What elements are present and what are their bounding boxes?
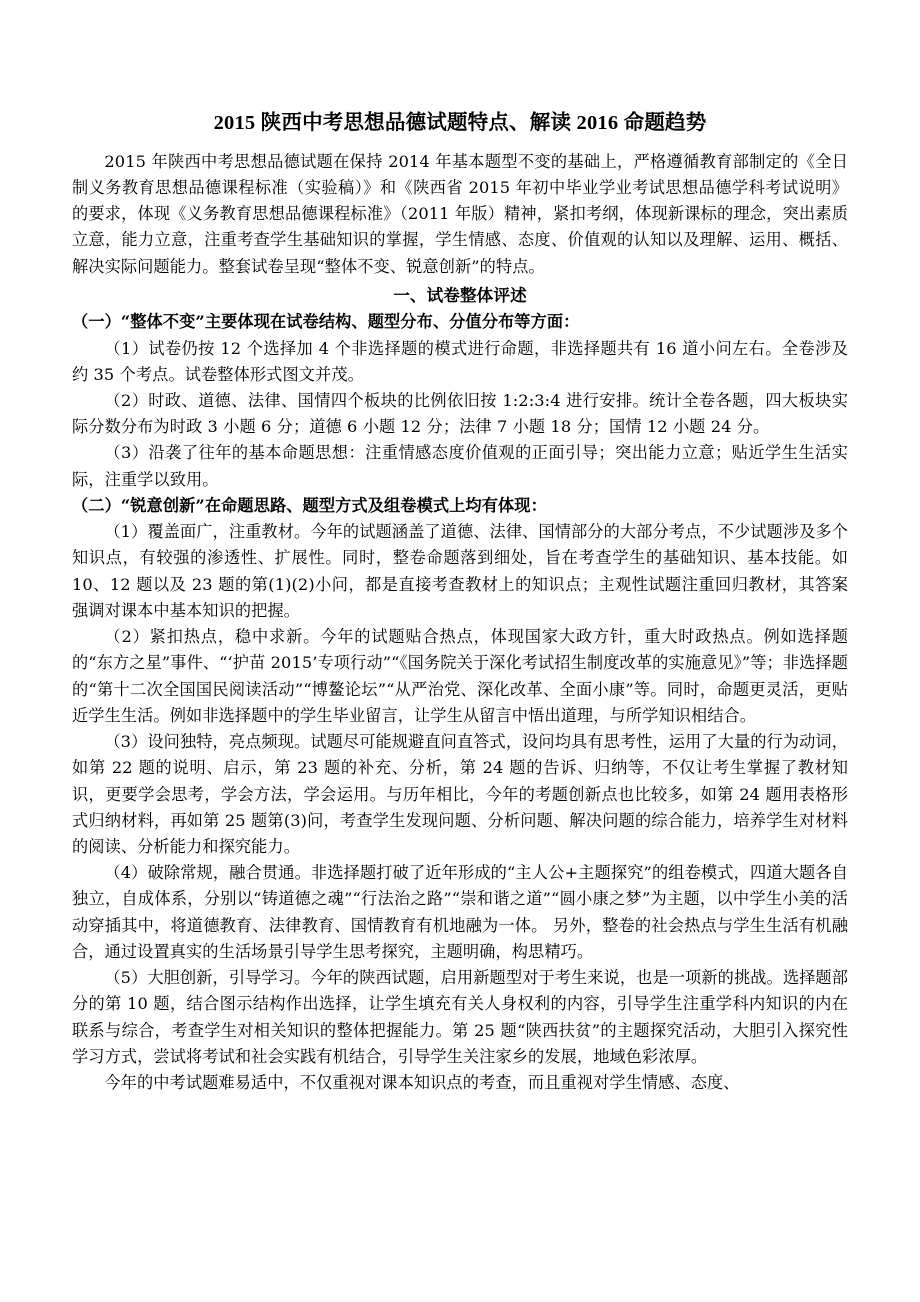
paragraph-2-4: （4）破除常规，融合贯通。非选择题打破了近年形成的“主人公+主题探究”的组卷模式，四道大题各自独立，自成体系，分别以“铸道德之魂”“行法治之路”“崇和谐之道”“圆小康之梦”为主题，以中学生小美的活动穿插其中，将道德教育、法律教育、国情教育有机地融为一体。 另外，整卷的社会热点与学生生活有机融合，通过设置真实的生活场景引导学生思考探究，主题明确，构思精巧。	[72, 863, 848, 961]
paragraph-1-2: （2）时政、道德、法律、国情四个板块的比例依旧按 1:2:3:4 进行安排。统计全卷各题，四大板块实际分数分布为时政 3 小题 6 分；道德 6 小题 12 分；法律 7 小题 18 分；国情 12 小题 24 分。	[72, 391, 848, 437]
intro-paragraph: 2015 年陕西中考思想品德试题在保持 2014 年基本题型不变的基础上，严格遵循教育部制定的《全日制义务教育思想品德课程标准（实验稿）》和《陕西省 2015 年初中毕业学业考试思想品德学科考试说明》的要求，体现《义务教育思想品德课程标准》（2011 年版）精神，紧扣考纲，体现新课标的理念，突出素质立意，能力立意，注重考查学生基础知识的掌握，学生情感、态度、价值观的认知以及理解、运用、概括、解决实际问题能力。整套试卷呈现“整体不变、锐意创新”的特点。	[72, 151, 848, 276]
paragraph-1-1: （1）试卷仍按 12 个选择加 4 个非选择题的模式进行命题，非选择题共有 16 道小问左右。全卷涉及约 35 个考点。试卷整体形式图文并茂。	[72, 338, 848, 384]
paragraph-1-3: （3）沿袭了往年的基本命题思想：注重情感态度价值观的正面引导；突出能力立意；贴近学生生活实际，注重学以致用。	[72, 443, 848, 489]
section-heading-1: 一、试卷整体评述	[393, 284, 527, 305]
paragraph-2-1: （1）覆盖面广，注重教材。今年的试题涵盖了道德、法律、国情部分的大部分考点，不少试题涉及多个知识点，有较强的渗透性、扩展性。同时，整卷命题落到细处，旨在考查学生的基础知识、基本技能。如 10、12 题以及 23 题的第(1)(2)小问，都是直接考查教材上的知识点；主观性试题注重回归教材，其答案强调对课本中基本知识的把握。	[72, 522, 848, 620]
subsection-heading-2: （二）“锐意创新”在命题思路、题型方式及组卷模式上均有体现：	[72, 495, 547, 515]
closing-paragraph: 今年的中考试题难易适中，不仅重视对课本知识点的考查，而且重视对学生情感、态度、	[104, 1073, 740, 1093]
paragraph-2-2: （2）紧扣热点，稳中求新。今年的试题贴合热点，体现国家大政方针，重大时政热点。例如选择题的“东方之星”事件、“‘护苗 2015’专项行动”“《国务院关于深化考试招生制度改革的实施意见》”等；非选择题的“第十二次全国国民阅读活动”“博鳌论坛”“从严治党、深化改革、全面小康”等。同时，命题更灵活，更贴近学生生活。例如非选择题中的学生毕业留言，让学生从留言中悟出道理，与所学知识相结合。	[72, 627, 848, 725]
subsection-heading-1: （一）“整体不变”主要体现在试卷结构、题型分布、分值分布等方面：	[72, 312, 580, 332]
page-title: 2015 陕西中考思想品德试题特点、解读 2016 命题趋势	[213, 112, 707, 134]
paragraph-2-3: （3）设问独特，亮点频现。试题尽可能规避直问直答式，设问均具有思考性，运用了大量的行为动词，如第 22 题的说明、启示，第 23 题的补充、分析，第 24 题的告诉、归纳等，不仅让考生掌握了教材知识，更要学会思考，学会方法，学会运用。与历年相比，今年的考题创新点也比较多，如第 24 题用表格形式归纳材料，再如第 25 题第(3)问，考查学生发现问题、分析问题、解决问题的综合能力，培养学生对材料的阅读、分析能力和探究能力。	[72, 732, 848, 856]
paragraph-2-5: （5）大胆创新，引导学习。今年的陕西试题，启用新题型对于考生来说，也是一项新的挑战。选择题部分的第 10 题，结合图示结构作出选择，让学生填充有关人身权利的内容，引导学生注重学科内知识的内在联系与综合，考查学生对相关知识的整体把握能力。第 25 题“陕西扶贫”的主题探究活动，大胆引入探究性学习方式，尝试将考试和社会实践有机结合，引导学生关注家乡的发展，地域色彩浓厚。	[72, 968, 848, 1066]
